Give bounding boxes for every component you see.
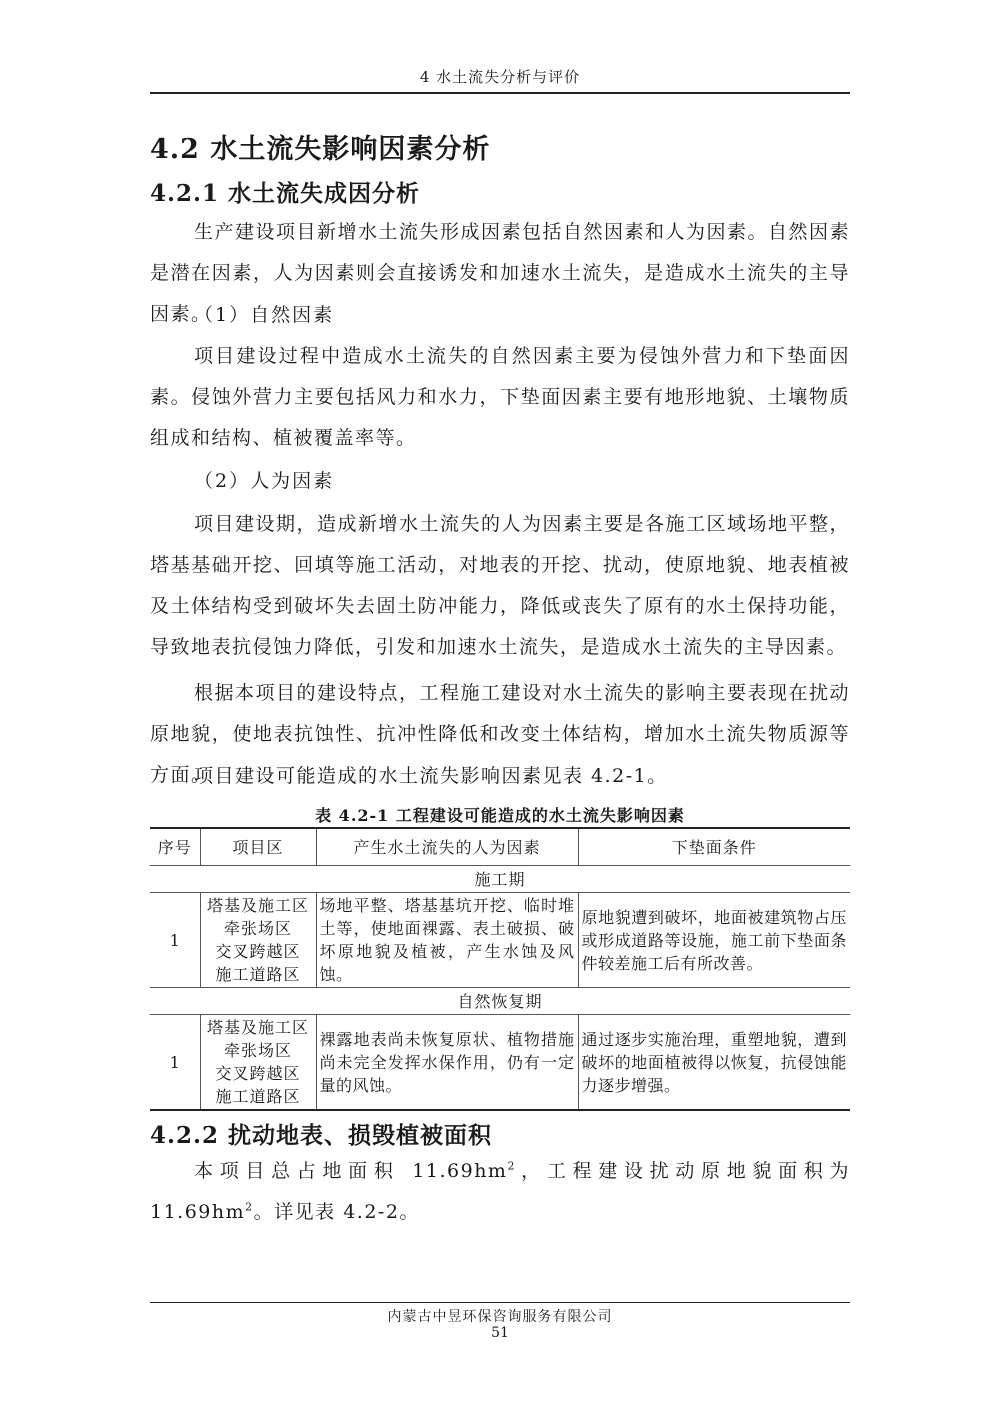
area-name: 塔基及施工区	[206, 1018, 309, 1037]
header-area: 项目区	[200, 828, 316, 866]
heading-human-factors: （2）人为因素	[194, 470, 335, 492]
phase-label-construction: 施工期	[150, 866, 850, 893]
table-header-row	[150, 828, 850, 866]
area-name: 交叉跨越区	[215, 1064, 301, 1083]
area-text-part: 本项目总占地面积 11.69hm	[194, 1160, 508, 1182]
project-area-cell	[200, 1015, 316, 1111]
area-name: 施工道路区	[215, 1087, 301, 1106]
human-factors-cell: 场地平整、塔基基坑开挖、临时堆土等，使地面裸露、表土破损、破坏原地貌及植被，产生水蚀及风蚀。	[316, 893, 578, 988]
paragraph-natural-factors: 项目建设过程中造成水土流失的自然因素主要为侵蚀外营力和下垫面因素。侵蚀外营力主要包括风力和水力，下垫面因素主要有地形地貌、土壤物质组成和结构、植被覆盖率等。	[150, 345, 850, 449]
project-area-cell	[200, 893, 316, 988]
surface-conditions-cell: 通过逐步实施治理，重塑地貌，遭到破坏的地面植被得以恢复，抗侵蚀能力逐步增强。	[578, 1015, 850, 1111]
factors-table	[150, 827, 850, 1111]
footer-company: 内蒙古中昱环保咨询服务有限公司	[387, 1309, 613, 1325]
phase-label-recovery: 自然恢复期	[150, 988, 850, 1015]
human-factors-cell: 裸露地表尚未恢复原状、植物措施尚未完全发挥水保作用，仍有一定量的风蚀。	[316, 1015, 578, 1111]
paragraph-construction-impact: 根据本项目的建设特点，工程施工建设对水土流失的影响主要表现在扰动原地貌，使地表抗蚀性、抗冲性降低和改变土体结构，增加水土流失物质源等方面。	[150, 682, 851, 786]
row-number: 1	[150, 893, 200, 988]
surface-conditions-cell: 原地貌遭到破坏，地面被建筑物占压或形成道路等设施，施工前下垫面条件较差施工后有所改善。	[578, 893, 850, 988]
paragraph-causes-intro: 生产建设项目新增水土流失形成因素包括自然因素和人为因素。自然因素是潜在因素，人为因素则会直接诱发和加速水土流失，是造成水土流失的主导因素。	[150, 221, 851, 325]
page-number: 51	[491, 1325, 509, 1341]
table-phase-row	[150, 988, 850, 1015]
table-row	[150, 893, 850, 988]
table-phase-row	[150, 866, 850, 893]
area-name: 施工道路区	[215, 965, 301, 984]
section-title: 4.2 水土流失影响因素分析	[150, 134, 491, 165]
unit-superscript: 2	[245, 1200, 254, 1214]
unit-superscript: 2	[507, 1159, 516, 1173]
area-text-part: ，工程建设扰动原地貌面积为 11.69hm	[150, 1160, 850, 1223]
area-name: 交叉跨越区	[215, 942, 301, 961]
subsection-title-4-2-2: 4.2.2 扰动地表、损毁植被面积	[150, 1122, 493, 1149]
table-caption: 表 4.2-1 工程建设可能造成的水土流失影响因素	[315, 806, 685, 825]
header-divider	[150, 92, 850, 94]
paragraph-disturbed-area	[150, 1151, 850, 1233]
running-header: 4 水土流失分析与评价	[419, 68, 581, 86]
subsection-title-4-2-1: 4.2.1 水土流失成因分析	[150, 180, 421, 207]
paragraph-table-reference: 项目建设可能造成的水土流失影响因素见表 4.2-1。	[194, 765, 668, 787]
area-name: 塔基及施工区	[206, 896, 309, 915]
area-name: 牵张场区	[223, 919, 292, 938]
row-number: 1	[150, 1015, 200, 1111]
header-no: 序号	[150, 828, 200, 866]
area-name: 牵张场区	[223, 1041, 292, 1060]
paragraph-human-factors: 项目建设期，造成新增水土流失的人为因素主要是各施工区域场地平整，塔基基础开挖、回填等施工活动，对地表的开挖、扰动，使原地貌、地表植被及土体结构受到破坏失去固土防冲能力，降低或丧失了原有的水土保持功能，导致地表抗侵蚀力降低，引发和加速水土流失，是造成水土流失的主导因素。	[150, 513, 851, 658]
header-human-factors: 产生水土流失的人为因素	[316, 828, 578, 866]
table-row	[150, 1015, 850, 1111]
area-text-part: 。详见表 4.2-2。	[253, 1201, 420, 1223]
footer-divider	[150, 1302, 850, 1303]
heading-natural-factors: （1）自然因素	[194, 304, 335, 326]
header-surface-conditions: 下垫面条件	[578, 828, 850, 866]
